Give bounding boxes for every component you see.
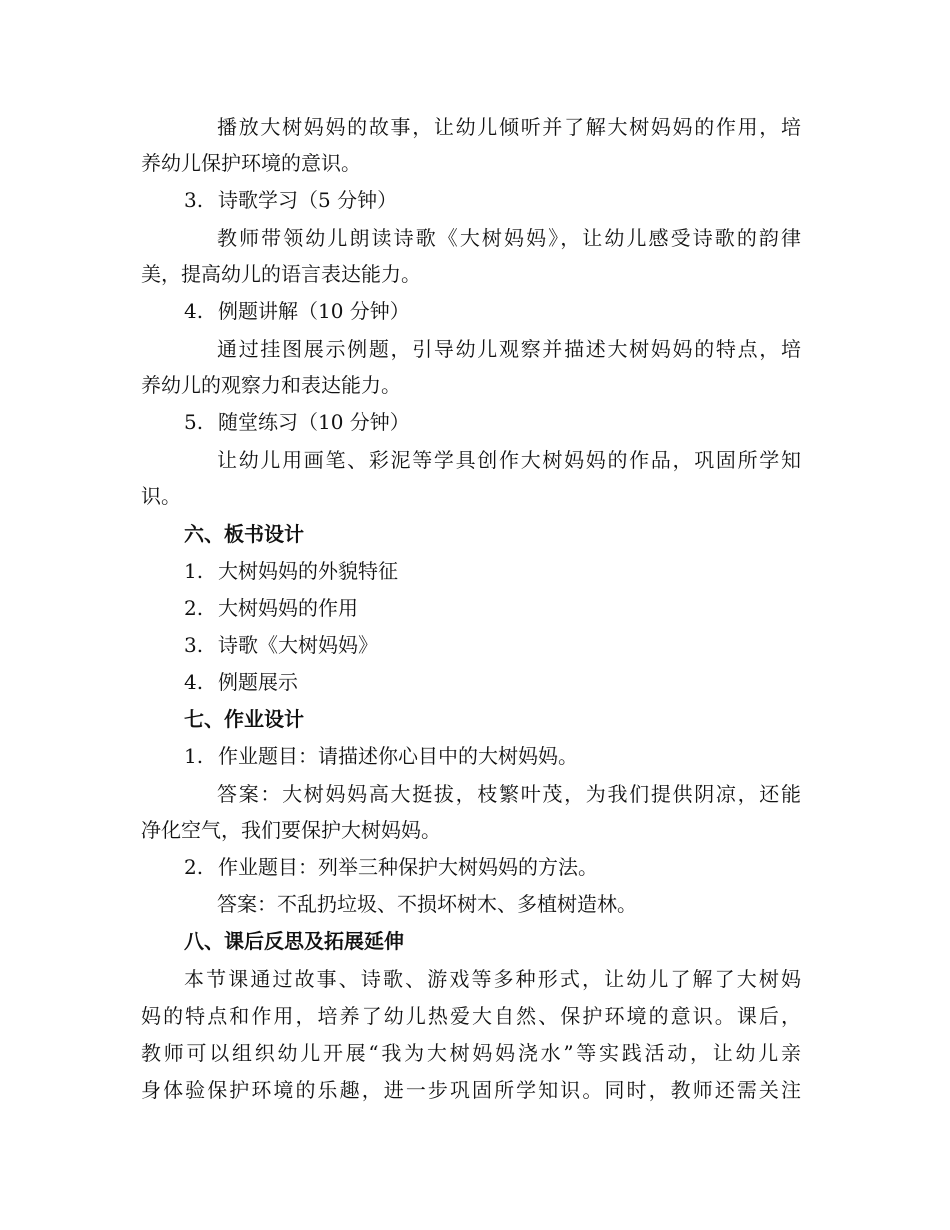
paragraph-line: 让幼儿用画笔、彩泥等学具创作大树妈妈的作品，巩固所学知 <box>217 448 801 472</box>
answer-line: 答案：不乱扔垃圾、不损坏树木、多植树造林。 <box>217 892 637 916</box>
list-item <box>184 631 378 659</box>
answer-line: 答案：大树妈妈高大挺拔，枝繁叶茂，为我们提供阴凉，还能 <box>217 782 801 806</box>
list-item <box>184 668 298 696</box>
list-item <box>184 297 410 325</box>
paragraph-line: 教师可以组织幼儿开展“我为大树妈妈浇水”等实践活动，让幼儿亲 <box>141 1041 801 1065</box>
list-number: 3. <box>184 188 204 212</box>
list-text: 诗歌学习（5 分钟） <box>218 188 398 212</box>
paragraph-line: 本节课通过故事、诗歌、游戏等多种形式，让幼儿了解了大树妈 <box>184 967 801 991</box>
list-text: 诗歌《大树妈妈》 <box>218 633 378 657</box>
answer-line: 净化空气，我们要保护大树妈妈。 <box>141 818 441 842</box>
paragraph-line: 养幼儿保护环境的意识。 <box>141 151 361 175</box>
section-heading: 八、课后反思及拓展延伸 <box>184 929 404 953</box>
list-item <box>184 408 410 436</box>
paragraph-line: 播放大树妈妈的故事，让幼儿倾听并了解大树妈妈的作用，培 <box>217 115 801 139</box>
list-text: 大树妈妈的作用 <box>218 596 358 620</box>
list-text: 例题展示 <box>218 670 298 694</box>
paragraph-line: 识。 <box>141 484 181 508</box>
list-number: 1. <box>184 559 204 583</box>
list-text: 大树妈妈的外貌特征 <box>218 559 398 583</box>
paragraph-line: 身体验保护环境的乐趣，进一步巩固所学知识。同时，教师还需关注 <box>141 1078 801 1102</box>
section-heading: 七、作业设计 <box>184 707 304 731</box>
list-text: 例题讲解（10 分钟） <box>218 299 410 323</box>
list-number: 4. <box>184 299 204 323</box>
paragraph-line: 养幼儿的观察力和表达能力。 <box>141 373 401 397</box>
list-number: 2. <box>184 855 204 879</box>
list-text: 作业题目：列举三种保护大树妈妈的方法。 <box>218 855 598 879</box>
paragraph-line: 教师带领幼儿朗读诗歌《大树妈妈》，让幼儿感受诗歌的韵律 <box>217 226 801 250</box>
list-item <box>184 853 598 881</box>
list-number: 2. <box>184 596 204 620</box>
section-heading: 六、板书设计 <box>184 522 304 546</box>
list-number: 3. <box>184 633 204 657</box>
list-item <box>184 557 398 585</box>
list-item <box>184 186 397 214</box>
list-text: 作业题目：请描述你心目中的大树妈妈。 <box>218 744 578 768</box>
paragraph-line: 美，提高幼儿的语言表达能力。 <box>141 262 421 286</box>
list-item <box>184 594 358 622</box>
list-item <box>184 742 578 770</box>
list-number: 4. <box>184 670 204 694</box>
paragraph-line: 通过挂图展示例题，引导幼儿观察并描述大树妈妈的特点，培 <box>217 337 801 361</box>
list-number: 5. <box>184 410 204 434</box>
list-text: 随堂练习（10 分钟） <box>218 410 410 434</box>
list-number: 1. <box>184 744 204 768</box>
paragraph-line: 妈的特点和作用，培养了幼儿热爱大自然、保护环境的意识。课后， <box>141 1004 801 1028</box>
